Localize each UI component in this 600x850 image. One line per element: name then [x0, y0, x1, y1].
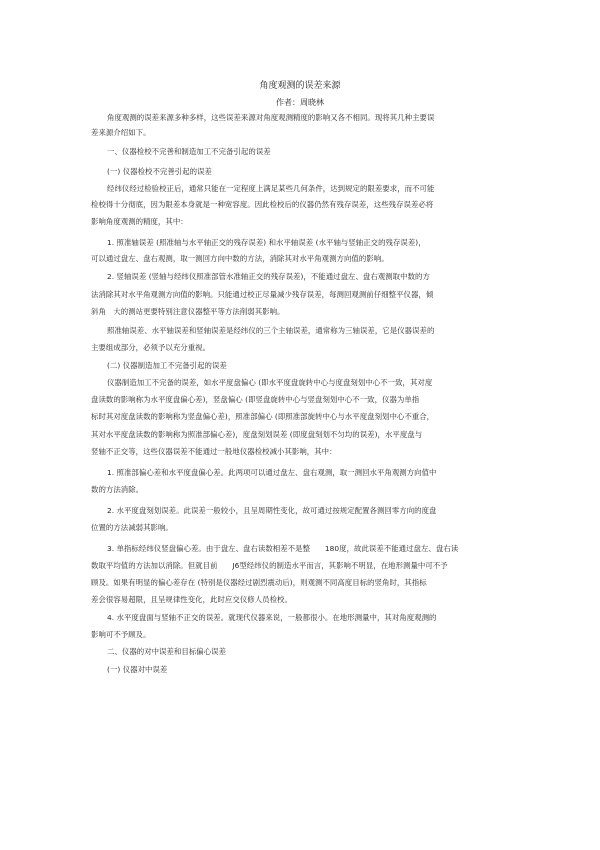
paragraph-line: 数取平均值的方法加以消除。但就目前 J6型经纬仪的制造水平而言，其影响不明显，在地形测量中可不予: [91, 561, 448, 570]
subsection-heading: (一) 仪器对中误差: [107, 665, 168, 674]
paragraph-line: 仪器制造加工不完备的误差，如水平度盘偏心 (即水平度盘旋转中心与度盘刻划中心不一致，其对度: [107, 378, 433, 387]
list-item: 3. 单指标经纬仪竖盘偏心差。由于盘左、盘右读数相差不是整 180度，故此误差不能通过盘左、盘右读: [107, 544, 459, 553]
document-author: 作者：周晓林: [276, 98, 324, 107]
paragraph-line: 顾及。如果有明显的偏心差存在 (特别是仪器经过剧烈震动后)，则观测不同高度目标的竖角时，其指标: [91, 578, 427, 587]
paragraph-line: 照准轴误差、水平轴误差和竖轴误差是经纬仪的三个主轴误差，通常称为三轴误差，它是仪器误差的: [107, 326, 435, 335]
paragraph-line: 影响可不予顾及。: [91, 630, 151, 639]
paragraph-line: 可以通过盘左、盘右观测，取一测回方向中数的方法，消除其对水平角观测方向值的影响。: [91, 254, 389, 263]
list-item: 1. 照准轴误差 (照准轴与水平轴正交的残存误差) 和水平轴误差 (水平轴与竖轴正交的残存误差)，: [107, 238, 426, 247]
paragraph-line: 差会很容易超限，且呈规律性变化，此时应交仪修人员检校。: [91, 595, 292, 604]
paragraph-line: 差来源介绍如下。: [91, 128, 151, 137]
list-item: 4. 水平度盘面与竖轴不正交的误差。就现代仪器来说，一般都很小。在地形测量中，其对角度观测的: [107, 613, 437, 622]
paragraph-line: 经纬仪经过检验校正后，通常只能在一定程度上满足某些几何条件，达到规定的限差要求，而不可能: [107, 184, 435, 193]
paragraph-line: 检校得十分彻底，因为限差本身就是一种宽容度。因此检校后的仪器仍然有残存误差，这些残存误差必将: [91, 200, 434, 209]
paragraph-line: 位置的方法减弱其影响。: [91, 523, 173, 532]
document-title: 角度观测的误差来源: [259, 81, 341, 91]
list-item: 1. 照准部偏心差和水平度盘偏心差。此两项可以通过盘左、盘右观测，取一测回水平角观测方向值中: [107, 468, 437, 477]
paragraph-line: 法消除其对水平角观测方向值的影响。只能通过校正尽量减少残存误差，每测回观测前仔细整平仪器，倾: [91, 290, 434, 299]
paragraph-line: 数的方法消除。: [91, 485, 144, 494]
list-item: 2. 水平度盘刻划误差。此误差一般较小，且呈周期性变化，故可通过按规定配置各测回零方向的度盘: [107, 506, 437, 515]
paragraph-line: 竖轴不正交等，这些仪器误差不能通过一般地仪器检校减小其影响，其中：: [91, 447, 337, 456]
paragraph-line: 标时其对度盘读数的影响称为竖盘偏心差)，照准部偏心 (即照准部旋转中心与水平度盘刻划中心不重合，: [91, 412, 435, 421]
paragraph-line: 盘读数的影响称为水平度盘偏心差)，竖盘偏心 (即竖盘旋转中心与竖盘刻划中心不一致，仪器为单指: [91, 395, 420, 404]
paragraph-line: 主要组成部分，必须予以充分重视。: [91, 343, 211, 352]
section-heading: 一、仪器检校不完善和制造加工不完备引起的误差: [107, 147, 271, 156]
section-heading: 二、仪器的对中误差和目标偏心误差: [107, 647, 227, 656]
list-item: 2. 竖轴误差 (竖轴与经纬仪照准部管水准轴正交的残存误差)，不能通过盘左、盘右观测取中数的方: [107, 272, 430, 281]
paragraph-line: 其对水平度盘读数的影响称为照准部偏心差)，度盘刻划误差 (即度盘刻划不匀均的误差)，水平度盘与: [91, 430, 423, 439]
subsection-heading: (一) 仪器检校不完善引起的误差: [107, 167, 212, 176]
paragraph-line: 斜角 大的测站更要特别注意仪器整平等方法削弱其影响。: [91, 307, 285, 316]
paragraph-line: 角度观测的误差来源多种多样，这些误差来源对角度观测精度的影响又各不相同。现将其几种主要误: [107, 113, 435, 122]
subsection-heading: (二) 仪器制造加工不完备引起的误差: [107, 361, 227, 370]
paragraph-line: 影响角度观测的精度，其中：: [91, 217, 188, 226]
